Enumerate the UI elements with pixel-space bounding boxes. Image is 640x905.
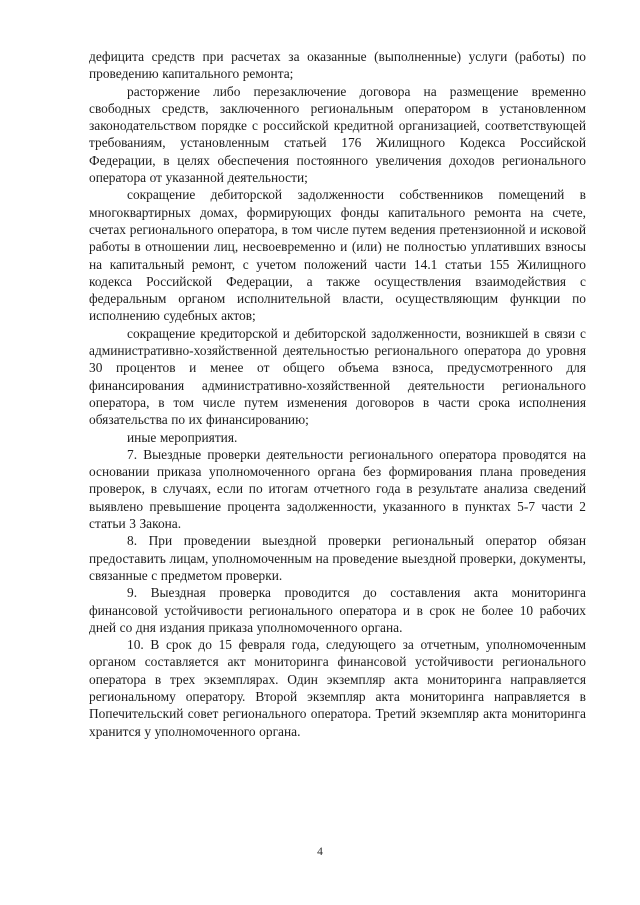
paragraph-item-8: 8. При проведении выездной проверки региональный оператор обязан предоставить лицам, уполномоченным на проведение выездной проверки, документы, связанные с предметом проверки.	[89, 533, 586, 583]
paragraph-item-9: 9. Выездная проверка проводится до составления акта мониторинга финансовой устойчивости регионального оператора и в срок не более 10 рабочих дней со дня издания приказа уполномоченного органа.	[89, 585, 586, 635]
paragraph: иные мероприятия.	[127, 429, 238, 445]
document-body	[89, 48, 586, 740]
paragraph-item-10: 10. В срок до 15 февраля года, следующего за отчетным, уполномоченным органом составляется акт мониторинга финансовой устойчивости регионального оператора в трех экземплярах. Один экземпляр акта мониторинга направляется региональному оператору. Второй экземпляр акта мониторинга направляется в Попечительский совет регионального оператора. Третий экземпляр акта мониторинга хранится у уполномоченного органа.	[89, 637, 586, 739]
paragraph: расторжение либо перезаключение договора на размещение временно свободных средств, заключенного региональным оператором в установленном законодательством порядке с российской кредитной организацией, соответствующей требованиям, установленным статьей 176 Жилищного Кодекса Российской Федерации, в целях обеспечения постоянного увеличения доходов регионального оператора от указанной деятельности;	[89, 83, 586, 186]
page-number: 4	[317, 846, 323, 858]
paragraph: сокращение дебиторской задолженности собственников помещений в многоквартирных домах, формирующих фонды капитального ремонта на счете, счетах регионального оператора, в том числе путем ведения претензионной и исковой работы в отношении лиц, несвоевременно и (или) не полностью уплативших взносы на капитальный ремонт, с учетом положений части 14.1 статьи 155 Жилищного кодекса Российской Федерации, а также осуществления взаимодействия с федеральным органом исполнительной власти, осуществляющим функции по исполнению судебных актов;	[89, 187, 586, 324]
paragraph: сокращение кредиторской и дебиторской задолженности, возникшей в связи с административно-хозяйственной деятельностью регионального оператора до уровня 30 процентов и менее от общего объема взноса, предусмотренного для финансирования административно-хозяйственной деятельности регионального оператора, в том числе путем изменения договоров в части срока исполнения обязательства по их финансированию;	[89, 325, 586, 428]
paragraph: дефицита средств при расчетах за оказанные (выполненные) услуги (работы) по проведению капитального ремонта;	[89, 49, 586, 82]
paragraph-item-7: 7. Выездные проверки деятельности регионального оператора проводятся на основании приказа уполномоченного органа без формирования плана проведения проверок, в случаях, если по итогам отчетного года в результате анализа сведений выявлено превышение процента задолженности, указанного в пунктах 5-7 части 2 статьи 3 Закона.	[89, 446, 586, 532]
